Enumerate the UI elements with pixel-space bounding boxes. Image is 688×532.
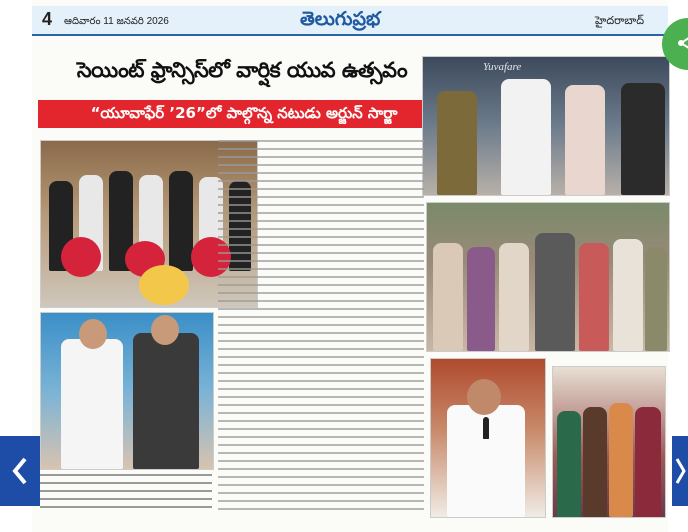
photo-caption [40, 474, 212, 516]
next-page-button[interactable] [672, 436, 688, 506]
chevron-right-icon [674, 456, 686, 486]
chevron-left-icon [11, 456, 29, 486]
subheadline: “యూవాఫేర్ ’26”లో పాల్గొన్న నటుడు అర్జున్ సార్జా [90, 104, 398, 122]
stage-banner-text: Yuvafare [483, 61, 522, 73]
newspaper-page [32, 0, 668, 532]
headline: సెయింట్ ఫ్రాన్సిస్‌లో వార్షిక యువ ఉత్సవం [76, 58, 408, 82]
photo-actor-speaking [430, 358, 546, 518]
photo-crowd [426, 202, 670, 352]
photo-stage-guests [422, 56, 670, 196]
share-icon [676, 32, 688, 54]
issue-date: ఆదివారం 11 జనవరి 2026 [64, 16, 169, 27]
photo-students-selfie [552, 366, 666, 518]
article-body-column [218, 140, 424, 512]
masthead [32, 6, 668, 36]
prev-page-button[interactable] [0, 436, 40, 506]
page-number: 4 [42, 9, 53, 29]
subheadline-bar [38, 100, 450, 128]
photo-actor-with-host [40, 312, 214, 470]
paper-name: తెలుగుప్రభ [300, 8, 381, 30]
edition-city: హైదరాబాద్ [595, 14, 644, 27]
